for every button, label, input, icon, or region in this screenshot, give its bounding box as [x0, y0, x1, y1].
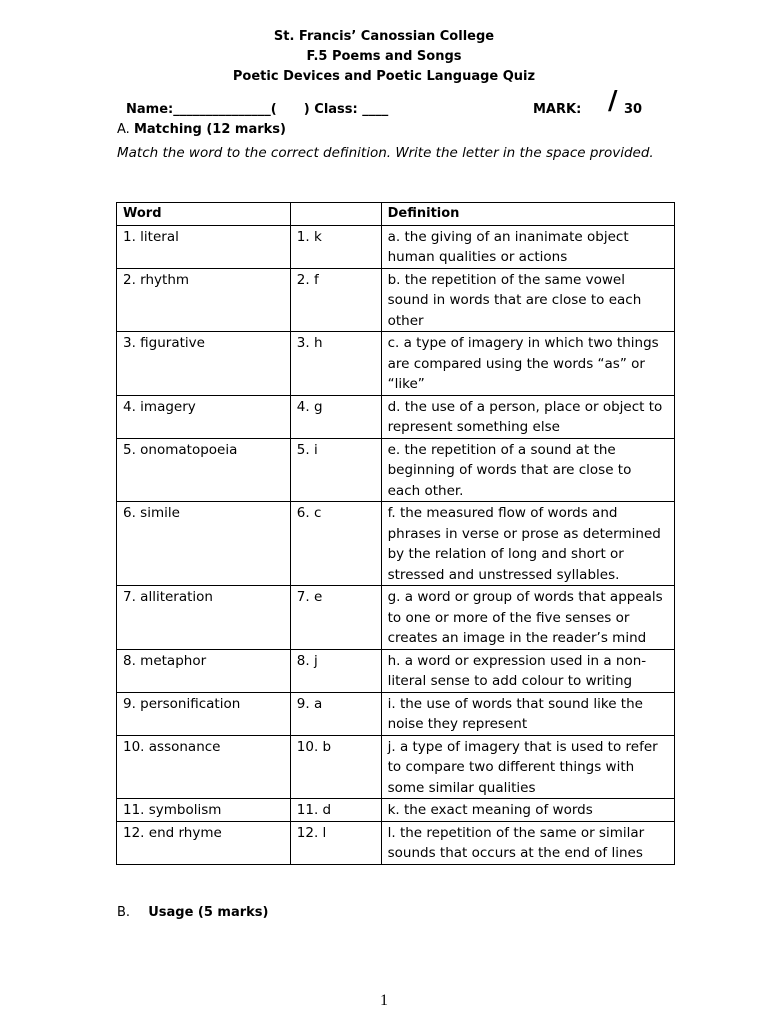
table-row	[117, 332, 675, 396]
table-row	[117, 225, 675, 268]
definition-cell: g. a word or group of words that appeals to one or more of the five senses or creates an image in the reader’s mind	[381, 586, 674, 650]
word-cell: 9. personification	[117, 692, 291, 735]
word-cell: 3. figurative	[117, 332, 291, 396]
answer-cell: 8. j	[290, 649, 381, 692]
table-row	[117, 735, 675, 799]
table-row	[117, 821, 675, 864]
definition-cell: j. a type of imagery that is used to refer to compare two different things with some similar qualities	[381, 735, 674, 799]
table-row	[117, 395, 675, 438]
section-a-letter: A.	[117, 122, 130, 137]
word-cell: 12. end rhyme	[117, 821, 291, 864]
word-cell: 5. onomatopoeia	[117, 438, 291, 502]
definition-cell: h. a word or expression used in a non-literal sense to add colour to writing	[381, 649, 674, 692]
table-header-row	[117, 203, 675, 226]
page-number: 1	[380, 992, 388, 1009]
table-row	[117, 502, 675, 586]
answer-cell: 7. e	[290, 586, 381, 650]
table-row	[117, 692, 675, 735]
answer-cell: 2. f	[290, 268, 381, 332]
definition-cell: f. the measured flow of words and phrases in verse or prose as determined by the relation of long and short or stressed and unstressed syllables.	[381, 502, 674, 586]
section-a-instructions: Match the word to the correct definition. Write the letter in the space provided.	[117, 145, 654, 161]
word-cell: 11. symbolism	[117, 799, 291, 822]
answer-cell: 10. b	[290, 735, 381, 799]
table-row	[117, 649, 675, 692]
table-row	[117, 799, 675, 822]
section-b-title: Usage (5 marks)	[148, 905, 269, 920]
definition-cell: k. the exact meaning of words	[381, 799, 674, 822]
word-cell: 7. alliteration	[117, 586, 291, 650]
mark-total: 30	[624, 102, 643, 117]
section-a-heading	[117, 122, 286, 137]
section-a-title: Matching (12 marks)	[133, 122, 286, 137]
section-b-letter: B.	[117, 905, 131, 920]
definition-cell: i. the use of words that sound like the noise they represent	[381, 692, 674, 735]
table-row	[117, 268, 675, 332]
answer-cell: 5. i	[290, 438, 381, 502]
header-word: Word	[117, 203, 291, 226]
word-cell: 8. metaphor	[117, 649, 291, 692]
table-row	[117, 438, 675, 502]
answer-cell: 6. c	[290, 502, 381, 586]
section-b-heading	[117, 905, 269, 920]
table-row	[117, 586, 675, 650]
word-cell: 10. assonance	[117, 735, 291, 799]
word-cell: 2. rhythm	[117, 268, 291, 332]
answer-cell: 9. a	[290, 692, 381, 735]
mark-slash: /	[608, 86, 618, 116]
header-answer	[290, 203, 381, 226]
answer-cell: 3. h	[290, 332, 381, 396]
definition-cell: a. the giving of an inanimate object human qualities or actions	[381, 225, 674, 268]
answer-cell: 1. k	[290, 225, 381, 268]
answer-cell: 11. d	[290, 799, 381, 822]
matching-table	[116, 202, 675, 865]
quiz-title: Poetic Devices and Poetic Language Quiz	[232, 69, 536, 84]
word-cell: 4. imagery	[117, 395, 291, 438]
word-cell: 1. literal	[117, 225, 291, 268]
mark-label: MARK:	[533, 102, 582, 117]
definition-cell: c. a type of imagery in which two things are compared using the words “as” or “like”	[381, 332, 674, 396]
header-definition: Definition	[381, 203, 674, 226]
answer-cell: 12. l	[290, 821, 381, 864]
definition-cell: e. the repetition of a sound at the beginning of words that are close to each other.	[381, 438, 674, 502]
word-cell: 6. simile	[117, 502, 291, 586]
name-class-field: Name:_______________( ) Class: ____	[126, 102, 389, 117]
definition-cell: b. the repetition of the same vowel sound in words that are close to each other	[381, 268, 674, 332]
definition-cell: l. the repetition of the same or similar sounds that occurs at the end of lines	[381, 821, 674, 864]
school-name: St. Francis’ Canossian College	[273, 29, 495, 44]
definition-cell: d. the use of a person, place or object to represent something else	[381, 395, 674, 438]
answer-cell: 4. g	[290, 395, 381, 438]
course-name: F.5 Poems and Songs	[306, 49, 462, 64]
